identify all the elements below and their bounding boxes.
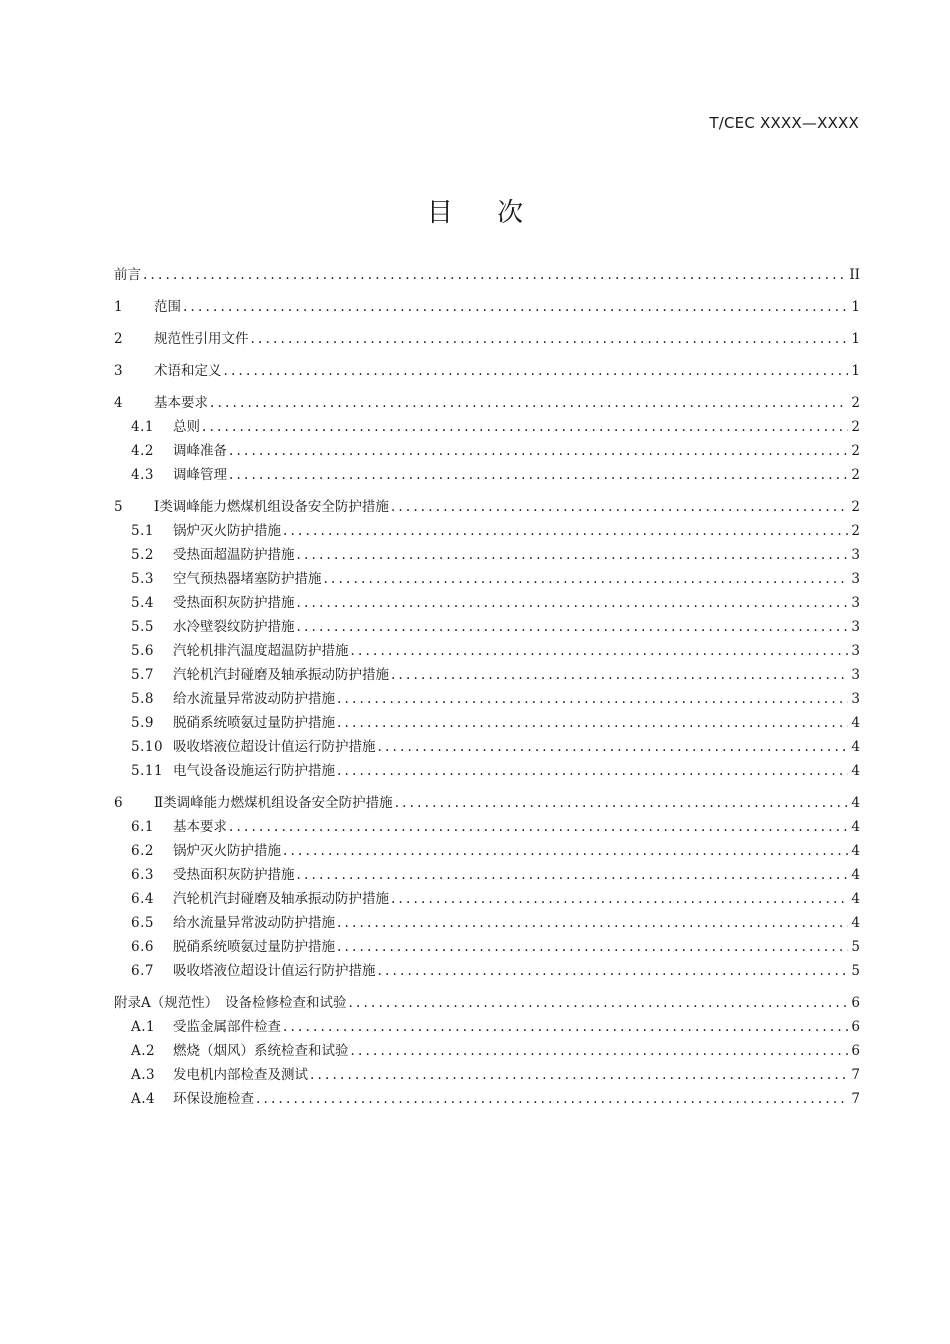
toc-entry-label: 基本要求 [173, 819, 227, 835]
toc-entry-label: 规范性引用文件 [154, 331, 249, 347]
toc-entry[interactable] [114, 295, 860, 319]
toc-leader-dots [297, 863, 849, 887]
toc-entry-page: 2 [851, 523, 860, 539]
toc-leader-dots [297, 615, 849, 639]
toc-entry[interactable] [114, 519, 860, 543]
toc-entry-page: 3 [851, 547, 860, 563]
toc-entry-label: 脱硝系统喷氨过量防护措施 [173, 939, 335, 955]
toc-entry-number: 4.2 [131, 443, 154, 459]
toc-leader-dots [324, 567, 849, 591]
toc-entry-label: 术语和定义 [154, 363, 222, 379]
toc-leader-dots [143, 263, 846, 287]
toc-entry-label: 锅炉灭火防护措施 [173, 523, 281, 539]
toc-leader-dots [297, 591, 849, 615]
toc-entry-page: 5 [851, 939, 860, 955]
toc-entry-label: 受热面超温防护措施 [173, 547, 295, 563]
toc-entry-number: 5.9 [131, 715, 154, 731]
toc-entry-page: 4 [851, 891, 860, 907]
toc-entry-page: II [849, 267, 860, 283]
toc-entry[interactable] [114, 415, 860, 439]
toc-entry-number: 6.1 [131, 819, 154, 835]
toc-leader-dots [202, 415, 848, 439]
toc-entry-number: A.4 [131, 1091, 156, 1107]
toc-entry-number: 5.11 [131, 763, 164, 779]
toc-entry[interactable] [114, 1063, 860, 1087]
toc-entry-label: Ⅰ类调峰能力燃煤机组设备安全防护措施 [154, 499, 389, 515]
toc-entry-number: 4.1 [131, 419, 154, 435]
toc-entry-label: 范围 [154, 299, 181, 315]
toc-entry-page: 1 [851, 363, 860, 379]
toc-entry-label: 汽轮机汽封碰磨及轴承振动防护措施 [173, 667, 389, 683]
toc-entry[interactable] [114, 911, 860, 935]
toc-leader-dots [337, 911, 848, 935]
page-title: 目 次 [426, 198, 542, 228]
toc-leader-dots [337, 687, 848, 711]
toc-entry-page: 3 [851, 667, 860, 683]
toc-entry-label: 锅炉灭火防护措施 [173, 843, 281, 859]
toc-entry[interactable] [114, 1087, 860, 1111]
toc-entry[interactable] [114, 591, 860, 615]
toc-entry-number: 5.2 [131, 547, 154, 563]
toc-entry-number: 5.5 [131, 619, 154, 635]
toc-entry-number: 1 [114, 299, 124, 315]
toc-leader-dots [337, 711, 848, 735]
toc-entry-label: 受热面积灰防护措施 [173, 867, 295, 883]
toc-entry-page: 6 [851, 1043, 860, 1059]
toc-entry-page: 2 [851, 395, 860, 411]
toc-leader-dots [210, 391, 848, 415]
toc-leader-dots [395, 791, 848, 815]
toc-leader-dots [256, 1087, 848, 1111]
toc-entry[interactable] [114, 639, 860, 663]
toc-entry-number: A.1 [131, 1019, 156, 1035]
toc-entry-number: 4.3 [131, 467, 154, 483]
toc-entry[interactable] [114, 687, 860, 711]
toc-entry-page: 3 [851, 643, 860, 659]
toc-entry-label: 受监金属部件检查 [173, 1019, 281, 1035]
toc-entry-label: 脱硝系统喷氨过量防护措施 [173, 715, 335, 731]
toc-entry-number: 6.6 [131, 939, 154, 955]
toc-entry-label: 总则 [173, 419, 200, 435]
toc-entry-page: 7 [851, 1091, 860, 1107]
toc-leader-dots [310, 1063, 848, 1087]
toc-entry-page: 4 [851, 763, 860, 779]
toc-entry-label: 给水流量异常波动防护措施 [173, 691, 335, 707]
toc-leader-dots [351, 1039, 849, 1063]
toc-entry-label: 调峰准备 [173, 443, 227, 459]
toc-entry[interactable] [114, 863, 860, 887]
toc-leader-dots [378, 735, 849, 759]
toc-leader-dots [391, 663, 848, 687]
toc-entry-number: 3 [114, 363, 124, 379]
toc-entry-label: Ⅱ类调峰能力燃煤机组设备安全防护措施 [154, 795, 393, 811]
toc-entry-page: 2 [851, 499, 860, 515]
toc-entry-label: 空气预热器堵塞防护措施 [173, 571, 322, 587]
toc-entry-page: 1 [851, 331, 860, 347]
toc-entry[interactable] [114, 439, 860, 463]
toc-entry-page: 1 [851, 299, 860, 315]
toc-entry-number: 5.3 [131, 571, 154, 587]
toc-entry[interactable] [114, 887, 860, 911]
toc-entry-page: 4 [851, 819, 860, 835]
toc-entry-number: 6 [114, 795, 124, 811]
toc-entry-number: 4 [114, 395, 124, 411]
toc-entry-page: 3 [851, 691, 860, 707]
toc-leader-dots [224, 359, 849, 383]
toc-entry-page: 4 [851, 795, 860, 811]
toc-entry-number: 6.2 [131, 843, 154, 859]
toc-entry-label: 附录A（规范性） 设备检修检查和试验 [114, 995, 347, 1011]
toc-entry-page: 2 [851, 419, 860, 435]
toc-entry-number: 5.4 [131, 595, 154, 611]
toc-entry[interactable] [114, 935, 860, 959]
toc-entry-page: 4 [851, 715, 860, 731]
toc-entry[interactable] [114, 759, 860, 783]
toc-leader-dots [378, 959, 849, 983]
toc-entry-page: 3 [851, 595, 860, 611]
toc-entry-label: 给水流量异常波动防护措施 [173, 915, 335, 931]
toc-entry-number: 6.3 [131, 867, 154, 883]
toc-leader-dots [351, 639, 849, 663]
toc-leader-dots [349, 991, 849, 1015]
toc-entry[interactable] [114, 991, 860, 1015]
toc-entry-page: 5 [851, 963, 860, 979]
toc-entry-page: 4 [851, 867, 860, 883]
toc-entry[interactable] [114, 263, 860, 287]
toc-entry-page: 4 [851, 739, 860, 755]
toc-entry-page: 3 [851, 571, 860, 587]
toc-leader-dots [283, 839, 848, 863]
toc-leader-dots [337, 759, 848, 783]
toc-entry-label: 基本要求 [154, 395, 208, 411]
toc-entry-page: 3 [851, 619, 860, 635]
toc-entry-number: 5.7 [131, 667, 154, 683]
toc-entry-page: 2 [851, 467, 860, 483]
toc-entry-number: 2 [114, 331, 124, 347]
toc-leader-dots [229, 815, 848, 839]
toc-entry-label: 吸收塔液位超设计值运行防护措施 [173, 963, 376, 979]
toc-entry-page: 2 [851, 443, 860, 459]
toc-entry[interactable] [114, 711, 860, 735]
toc-leader-dots [337, 935, 848, 959]
toc-entry-label: 环保设施检查 [173, 1091, 254, 1107]
toc-leader-dots [229, 463, 848, 487]
toc-leader-dots [297, 543, 849, 567]
toc-leader-dots [251, 327, 849, 351]
toc-entry-number: A.3 [131, 1067, 156, 1083]
toc-entry[interactable] [114, 839, 860, 863]
toc-entry[interactable] [114, 815, 860, 839]
toc-leader-dots [283, 1015, 848, 1039]
toc-entry-page: 4 [851, 915, 860, 931]
toc-entry[interactable] [114, 791, 860, 815]
toc-entry[interactable] [114, 359, 860, 383]
toc-leader-dots [391, 495, 848, 519]
document-code: T/CEC XXXX—XXXX [709, 114, 859, 132]
table-of-contents [114, 263, 860, 1111]
toc-entry[interactable] [114, 495, 860, 519]
toc-entry[interactable] [114, 1039, 860, 1063]
toc-leader-dots [391, 887, 848, 911]
toc-entry-label: 前言 [114, 267, 141, 283]
toc-entry-number: A.2 [131, 1043, 156, 1059]
toc-entry-number: 5 [114, 499, 124, 515]
toc-entry-label: 汽轮机汽封碰磨及轴承振动防护措施 [173, 891, 389, 907]
toc-entry-number: 6.5 [131, 915, 154, 931]
toc-entry-number: 5.6 [131, 643, 154, 659]
toc-entry-page: 6 [851, 995, 860, 1011]
toc-entry[interactable] [114, 1015, 860, 1039]
toc-entry-number: 6.4 [131, 891, 154, 907]
toc-entry-label: 吸收塔液位超设计值运行防护措施 [173, 739, 376, 755]
toc-entry[interactable] [114, 615, 860, 639]
toc-entry-label: 燃烧（烟风）系统检查和试验 [173, 1043, 349, 1059]
toc-entry-label: 汽轮机排汽温度超温防护措施 [173, 643, 349, 659]
toc-entry[interactable] [114, 327, 860, 351]
toc-leader-dots [283, 519, 848, 543]
toc-entry-label: 水冷壁裂纹防护措施 [173, 619, 295, 635]
toc-entry[interactable] [114, 543, 860, 567]
toc-entry-label: 受热面积灰防护措施 [173, 595, 295, 611]
toc-entry[interactable] [114, 735, 860, 759]
toc-entry[interactable] [114, 567, 860, 591]
toc-entry-page: 7 [851, 1067, 860, 1083]
toc-entry-page: 4 [851, 843, 860, 859]
toc-entry[interactable] [114, 959, 860, 983]
toc-entry-page: 6 [851, 1019, 860, 1035]
toc-entry-number: 5.1 [131, 523, 154, 539]
toc-leader-dots [183, 295, 848, 319]
toc-entry-number: 5.10 [131, 739, 164, 755]
toc-entry-label: 调峰管理 [173, 467, 227, 483]
toc-entry[interactable] [114, 463, 860, 487]
toc-entry-number: 5.8 [131, 691, 154, 707]
toc-entry[interactable] [114, 663, 860, 687]
toc-entry-label: 发电机内部检查及测试 [173, 1067, 308, 1083]
toc-leader-dots [229, 439, 848, 463]
toc-entry-label: 电气设备设施运行防护措施 [173, 763, 335, 779]
toc-entry[interactable] [114, 391, 860, 415]
toc-entry-number: 6.7 [131, 963, 154, 979]
